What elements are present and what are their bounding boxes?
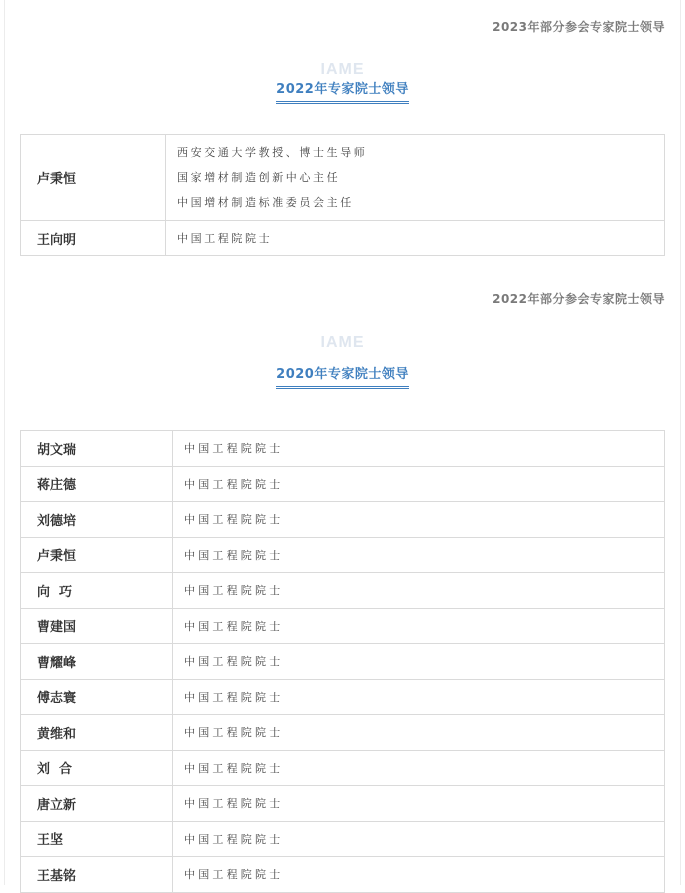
expert-title: 中国工程院院士 (173, 573, 665, 609)
section-title-2020: 2020年专家院士领导 (276, 367, 409, 389)
expert-title: 中国工程院院士 (173, 750, 665, 786)
table-row (21, 466, 665, 502)
expert-name: 王坚 (21, 821, 173, 857)
page-right-border (680, 0, 681, 885)
section-header-2022 (0, 62, 685, 104)
table-row (21, 679, 665, 715)
expert-titles (166, 135, 665, 221)
expert-title: 中国工程院院士 (173, 821, 665, 857)
table-row (21, 821, 665, 857)
expert-name: 唐立新 (21, 786, 173, 822)
expert-name: 刘德培 (21, 502, 173, 538)
expert-title: 中国工程院院士 (173, 537, 665, 573)
title-line: 中国增材制造标准委员会主任 (177, 196, 354, 209)
expert-name: 王基铭 (21, 857, 173, 893)
table-row (21, 573, 665, 609)
table-row (21, 221, 665, 256)
title-line: 国家增材制造创新中心主任 (177, 171, 341, 184)
table-2020-experts (20, 430, 665, 893)
table-row (21, 431, 665, 467)
expert-title: 中国工程院院士 (173, 679, 665, 715)
table-row (21, 857, 665, 893)
expert-name: 卢秉恒 (21, 135, 166, 221)
table-row (21, 502, 665, 538)
expert-name: 王向明 (21, 221, 166, 256)
section-header-2020 (0, 335, 685, 389)
expert-title: 中国工程院院士 (173, 431, 665, 467)
title-line: 西安交通大学教授、博士生导师 (177, 146, 368, 159)
expert-name: 黄维和 (21, 715, 173, 751)
iame-watermark: IAME (320, 334, 365, 351)
expert-name: 向 巧 (21, 573, 173, 609)
table-row (21, 750, 665, 786)
caption-2022: 2022年部分参会专家院士领导 (492, 292, 665, 306)
expert-name: 刘 合 (21, 750, 173, 786)
expert-name: 胡文瑞 (21, 431, 173, 467)
expert-title: 中国工程院院士 (173, 644, 665, 680)
section-title-2022: 2022年专家院士领导 (276, 82, 409, 104)
expert-name: 曹建国 (21, 608, 173, 644)
expert-name: 傅志寰 (21, 679, 173, 715)
iame-watermark: IAME (320, 61, 365, 78)
expert-title: 中国工程院院士 (173, 608, 665, 644)
table-row (21, 608, 665, 644)
table-row (21, 786, 665, 822)
table-2022-experts (20, 134, 665, 256)
expert-title: 中国工程院院士 (166, 221, 665, 256)
expert-name: 蒋庄德 (21, 466, 173, 502)
expert-title: 中国工程院院士 (173, 466, 665, 502)
expert-title: 中国工程院院士 (173, 857, 665, 893)
caption-2023: 2023年部分参会专家院士领导 (492, 20, 665, 34)
expert-title: 中国工程院院士 (173, 715, 665, 751)
expert-name: 卢秉恒 (21, 537, 173, 573)
expert-title: 中国工程院院士 (173, 502, 665, 538)
table-row (21, 135, 665, 221)
table-row (21, 715, 665, 751)
expert-title: 中国工程院院士 (173, 786, 665, 822)
page-left-border (4, 0, 5, 885)
table-row (21, 537, 665, 573)
table-row (21, 644, 665, 680)
expert-name: 曹耀峰 (21, 644, 173, 680)
